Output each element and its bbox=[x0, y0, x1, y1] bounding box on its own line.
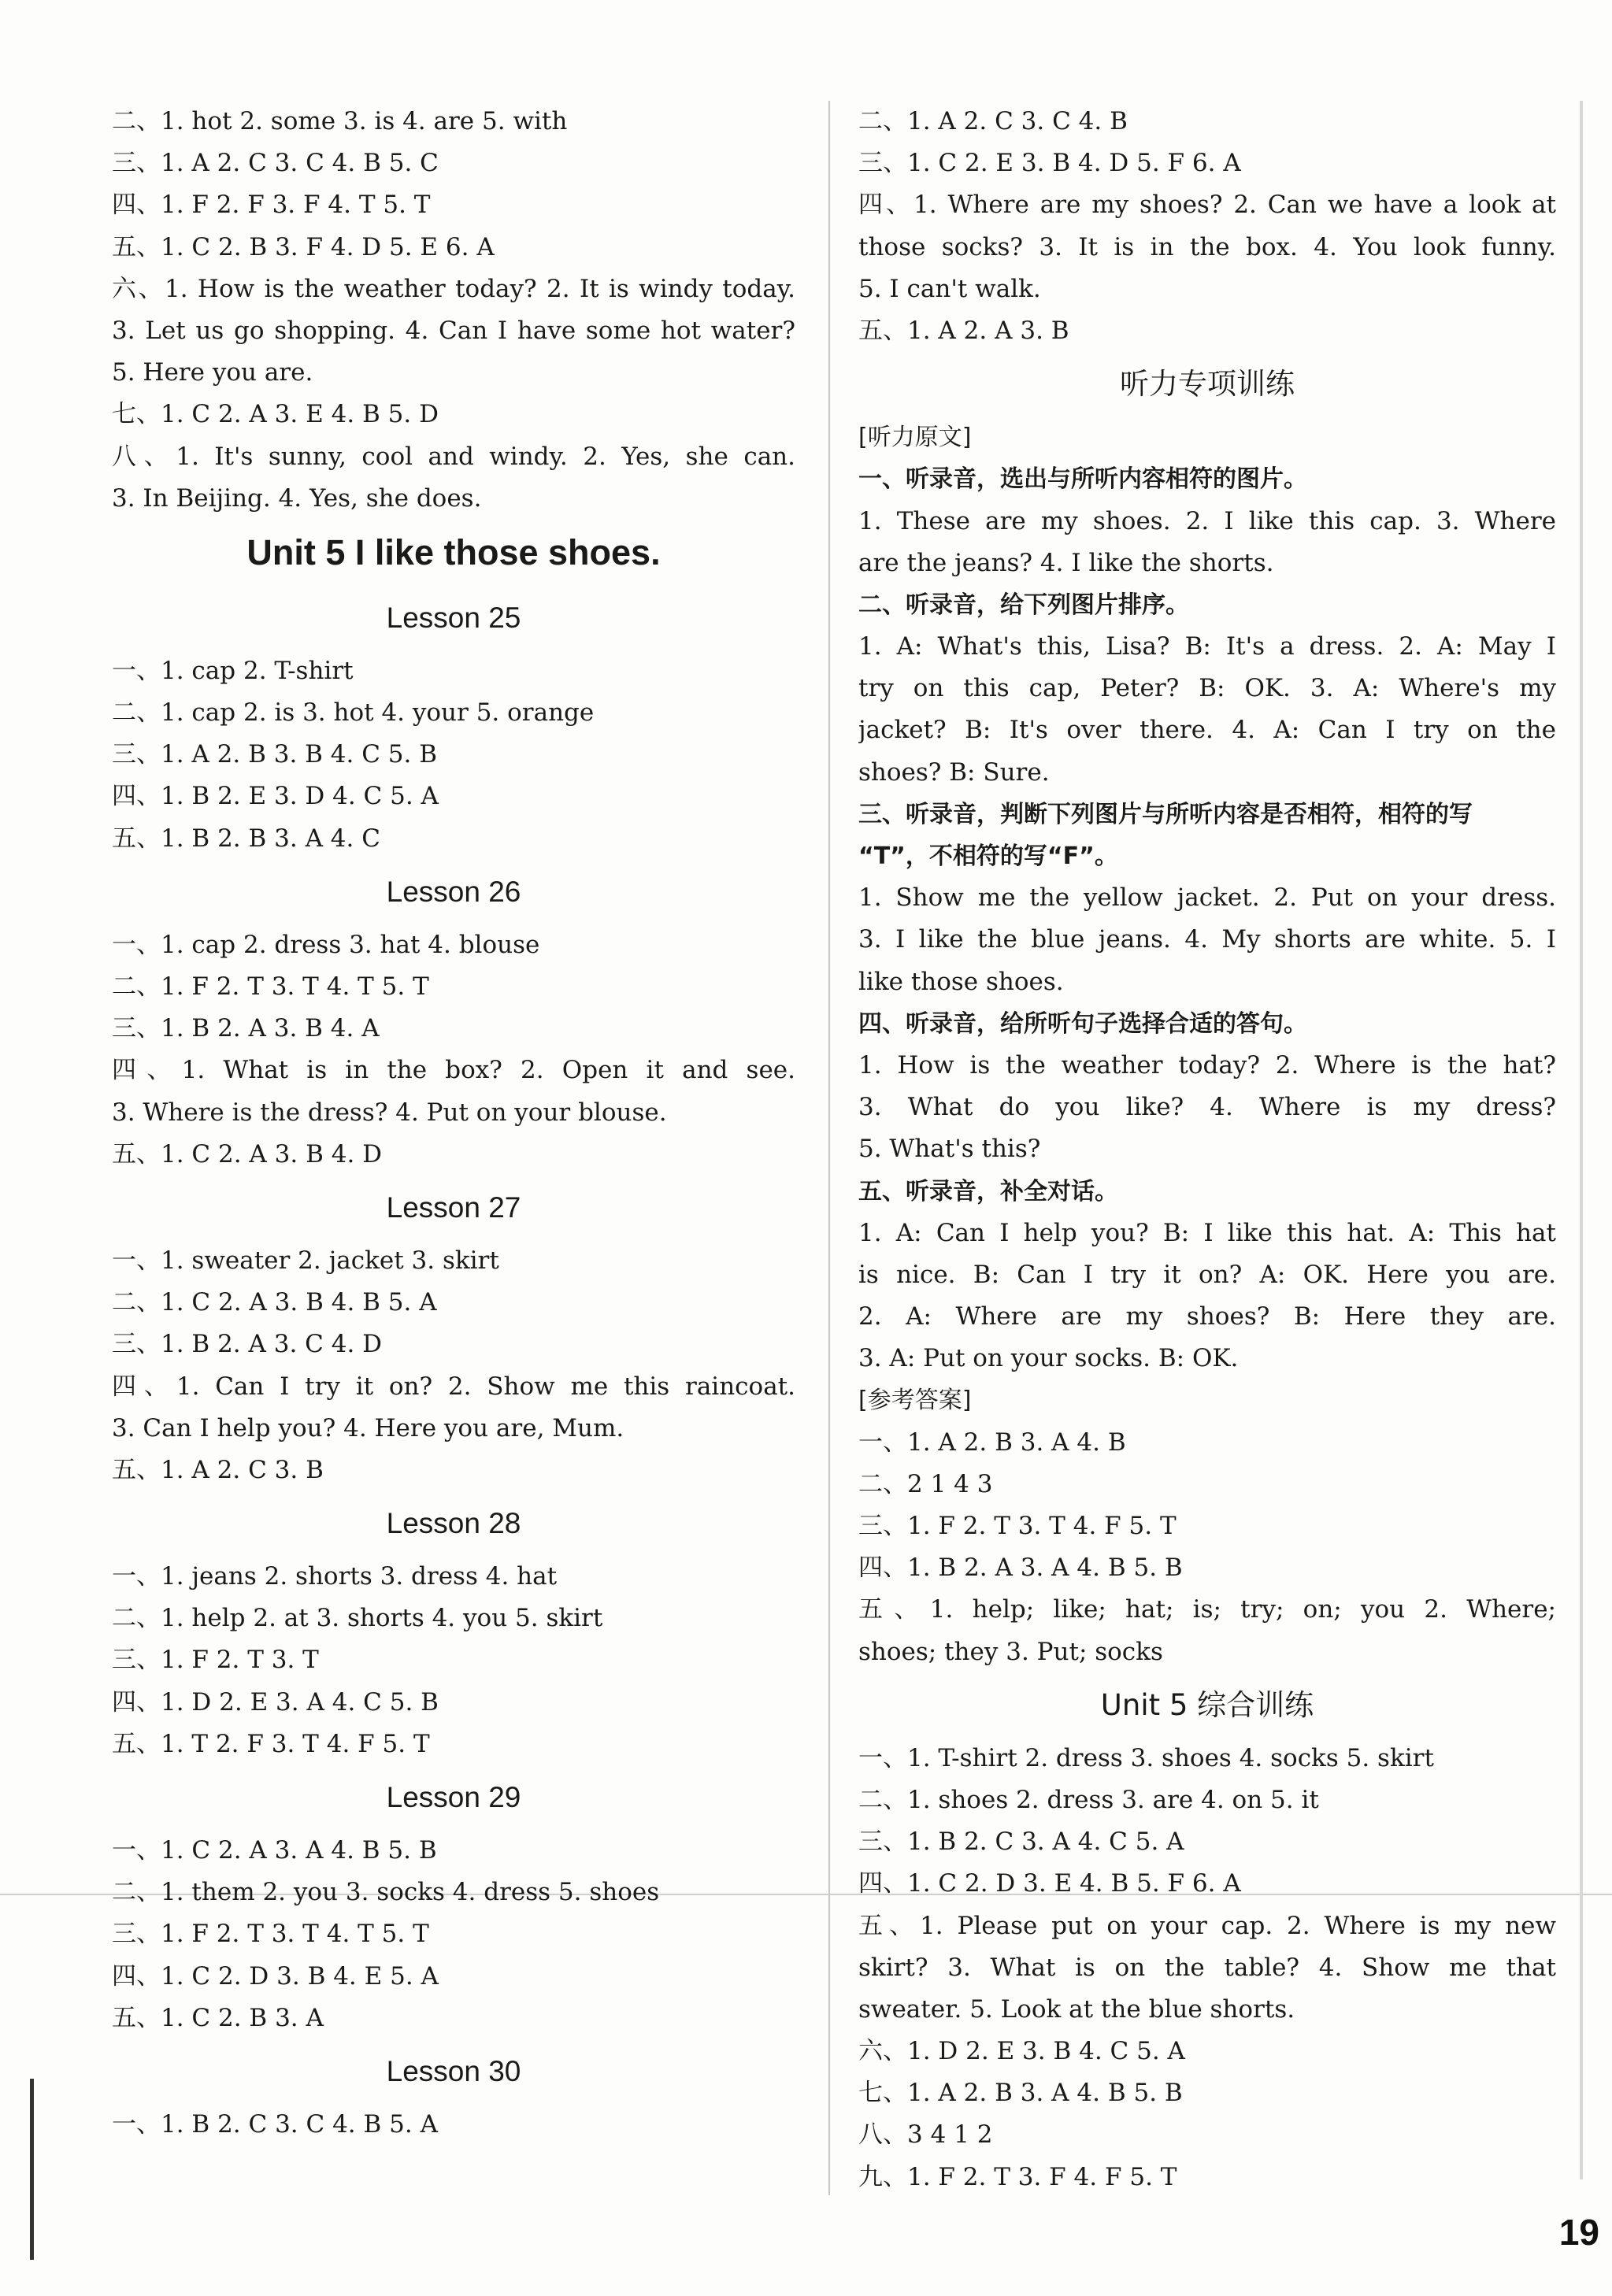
answer-line: 二、1. them 2. you 3. socks 4. dress 5. shoes bbox=[112, 1878, 660, 1907]
answer-line: 3. Let us go shopping. 4. Can I have some hot water? bbox=[112, 316, 795, 345]
question-instruction: “T”，不相符的写“F”。 bbox=[858, 842, 1118, 870]
answer-line: 二、1. C 2. A 3. B 4. B 5. A bbox=[112, 1288, 437, 1317]
answer-line: 1. Show me the yellow jacket. 2. Put on your dress. bbox=[858, 883, 1556, 913]
answer-line: 二、1. A 2. C 3. C 4. B bbox=[858, 107, 1128, 135]
answer-line: 六、1. D 2. E 3. B 4. C 5. A bbox=[858, 2037, 1185, 2066]
answer-line: 1. These are my shoes. 2. I like this cap. 3. Where bbox=[858, 506, 1556, 535]
answer-line: 四、1. What is in the box? 2. Open it and see. bbox=[112, 1056, 795, 1085]
answer-line: 1. A: What's this, Lisa? B: It's a dress. 2. A: May I bbox=[858, 632, 1556, 661]
answer-line: 四、1. C 2. D 3. B 4. E 5. A bbox=[112, 1961, 439, 1990]
answer-line: 一、1. jeans 2. shorts 3. dress 4. hat bbox=[112, 1562, 558, 1591]
answer-line: 四、1. F 2. F 3. F 4. T 5. T bbox=[112, 191, 431, 220]
unit-heading: Unit 5 I like those shoes. bbox=[246, 531, 661, 572]
answer-line: 5. What's this? bbox=[858, 1135, 1041, 1164]
answer-line: 一、1. cap 2. T-shirt bbox=[112, 656, 354, 685]
page-number: 19 bbox=[1558, 2212, 1599, 2253]
answer-line: 3. What do you like? 4. Where is my dress? bbox=[858, 1093, 1556, 1122]
answer-line: 一、1. B 2. C 3. C 4. B 5. A bbox=[112, 2109, 438, 2139]
answer-line: 3. Where is the dress? 4. Put on your blouse. bbox=[112, 1098, 667, 1127]
answer-line: are the jeans? 4. I like the shorts. bbox=[858, 548, 1274, 577]
answer-line: 5. Here you are. bbox=[112, 358, 313, 387]
question-instruction: 四、听录音，给所听句子选择合适的答句。 bbox=[858, 1009, 1307, 1038]
answer-line: 五、1. help; like; hat; is; try; on; you 2. Where; bbox=[858, 1595, 1556, 1624]
answer-line: sweater. 5. Look at the blue shorts. bbox=[858, 1994, 1295, 2024]
lesson-heading: Lesson 27 bbox=[386, 1191, 521, 1224]
answer-line: 五、1. C 2. A 3. B 4. D bbox=[112, 1139, 383, 1168]
lesson-heading: Lesson 28 bbox=[386, 1507, 521, 1540]
answer-line: 七、1. C 2. A 3. E 4. B 5. D bbox=[112, 400, 439, 429]
answer-line: 三、1. C 2. E 3. B 4. D 5. F 6. A bbox=[858, 149, 1241, 178]
section-heading: Unit 5 综合训练 bbox=[1100, 1687, 1314, 1722]
left-column bbox=[112, 101, 795, 2146]
answer-line: 三、1. B 2. A 3. B 4. A bbox=[112, 1014, 380, 1043]
subsection-label: [听力原文] bbox=[858, 424, 972, 452]
answer-line: 三、1. A 2. C 3. C 4. B 5. C bbox=[112, 149, 439, 178]
answer-line: 九、1. F 2. T 3. F 4. F 5. T bbox=[858, 2162, 1177, 2191]
answer-line: jacket? B: It's over there. 4. A: Can I try on the bbox=[858, 716, 1556, 745]
answer-line: 二、2 1 4 3 bbox=[858, 1469, 993, 1498]
answer-line: skirt? 3. What is on the table? 4. Show me that bbox=[858, 1953, 1556, 1982]
answer-line: 1. A: Can I help you? B: I like this hat. A: This hat bbox=[858, 1218, 1556, 1247]
answer-line: 四、1. C 2. D 3. E 4. B 5. F 6. A bbox=[858, 1869, 1241, 1898]
subsection-label: [参考答案] bbox=[858, 1387, 972, 1415]
answer-line: 八、1. It's sunny, cool and windy. 2. Yes, she can. bbox=[112, 442, 795, 471]
answer-line: 四、1. Where are my shoes? 2. Can we have a look at bbox=[858, 191, 1556, 220]
answer-line: 二、1. help 2. at 3. shorts 4. you 5. skirt bbox=[112, 1604, 603, 1633]
answer-line: 五、1. A 2. C 3. B bbox=[112, 1455, 324, 1484]
answer-line: 三、1. F 2. T 3. T 4. T 5. T bbox=[112, 1920, 429, 1949]
answer-line: 五、1. B 2. B 3. A 4. C bbox=[112, 824, 380, 853]
answer-line: 二、1. hot 2. some 3. is 4. are 5. with bbox=[112, 107, 568, 135]
question-instruction: 二、听录音，给下列图片排序。 bbox=[858, 591, 1189, 619]
answer-line: 四、1. B 2. E 3. D 4. C 5. A bbox=[112, 782, 439, 811]
answer-line: 1. How is the weather today? 2. Where is the hat? bbox=[858, 1050, 1556, 1079]
answer-line: 3. I like the blue jeans. 4. My shorts are white. 5. I bbox=[858, 925, 1556, 954]
answer-line: 三、1. F 2. T 3. T 4. F 5. T bbox=[858, 1512, 1177, 1540]
answer-line: 五、1. C 2. B 3. A bbox=[112, 2003, 324, 2032]
answer-line: like those shoes. bbox=[858, 967, 1064, 996]
answer-line: 3. Can I help you? 4. Here you are, Mum. bbox=[112, 1413, 624, 1442]
answer-line: 三、1. F 2. T 3. T bbox=[112, 1646, 319, 1675]
answer-line: those socks? 3. It is in the box. 4. You look funny. bbox=[858, 232, 1556, 261]
binding-edge bbox=[30, 2079, 34, 2260]
answer-line: 四、1. D 2. E 3. A 4. C 5. B bbox=[112, 1687, 439, 1716]
answer-line: 一、1. A 2. B 3. A 4. B bbox=[858, 1428, 1126, 1457]
question-instruction: 一、听录音，选出与所听内容相符的图片。 bbox=[858, 465, 1307, 494]
answer-line: 五、1. A 2. A 3. B bbox=[858, 316, 1069, 345]
lesson-heading: Lesson 26 bbox=[386, 875, 521, 908]
answer-line: 三、1. B 2. A 3. C 4. D bbox=[112, 1330, 383, 1359]
answer-line: 2. A: Where are my shoes? B: Here they are. bbox=[858, 1302, 1556, 1331]
answer-line: 五、1. Please put on your cap. 2. Where is my new bbox=[858, 1911, 1556, 1940]
answer-line: 一、1. cap 2. dress 3. hat 4. blouse bbox=[112, 930, 540, 959]
answer-line: 三、1. B 2. C 3. A 4. C 5. A bbox=[858, 1828, 1184, 1857]
answer-line: 二、1. cap 2. is 3. hot 4. your 5. orange bbox=[112, 698, 595, 728]
answer-line: 二、1. F 2. T 3. T 4. T 5. T bbox=[112, 972, 429, 1001]
answer-line: 五、1. T 2. F 3. T 4. F 5. T bbox=[112, 1729, 430, 1758]
answer-line: 一、1. sweater 2. jacket 3. skirt bbox=[112, 1246, 499, 1275]
answer-line: 二、1. shoes 2. dress 3. are 4. on 5. it bbox=[858, 1785, 1319, 1814]
answer-line: shoes? B: Sure. bbox=[858, 757, 1050, 787]
next-page-edge bbox=[1580, 101, 1583, 2179]
question-instruction: 五、听录音，补全对话。 bbox=[858, 1177, 1118, 1205]
lesson-heading: Lesson 29 bbox=[386, 1781, 521, 1813]
column-divider bbox=[828, 101, 830, 2195]
answer-line: 八、3 4 1 2 bbox=[858, 2120, 993, 2150]
section-heading: 听力专项训练 bbox=[1120, 367, 1295, 402]
lesson-heading: Lesson 25 bbox=[386, 601, 521, 634]
answer-line: 五、1. C 2. B 3. F 4. D 5. E 6. A bbox=[112, 232, 495, 261]
answer-line: 5. I can't walk. bbox=[858, 274, 1041, 303]
answer-line: 四、1. B 2. A 3. A 4. B 5. B bbox=[858, 1554, 1183, 1583]
answer-line: shoes; they 3. Put; socks bbox=[858, 1637, 1163, 1666]
answer-line: 三、1. A 2. B 3. B 4. C 5. B bbox=[112, 740, 438, 769]
right-column bbox=[858, 101, 1556, 2198]
answer-line: is nice. B: Can I try it on? A: OK. Here you are. bbox=[858, 1260, 1556, 1289]
answer-line: 一、1. T-shirt 2. dress 3. shoes 4. socks 5. skirt bbox=[858, 1743, 1434, 1772]
question-instruction: 三、听录音，判断下列图片与所听内容是否相符，相符的写 bbox=[858, 800, 1473, 828]
lesson-heading: Lesson 30 bbox=[386, 2054, 521, 2087]
answer-line: 四、1. Can I try it on? 2. Show me this raincoat. bbox=[112, 1372, 795, 1401]
answer-line: 3. In Beijing. 4. Yes, she does. bbox=[112, 483, 482, 513]
answer-line: 七、1. A 2. B 3. A 4. B 5. B bbox=[858, 2079, 1183, 2108]
answer-line: 六、1. How is the weather today? 2. It is windy today. bbox=[112, 274, 795, 303]
answer-line: 一、1. C 2. A 3. A 4. B 5. B bbox=[112, 1836, 437, 1865]
answer-line: 3. A: Put on your socks. B: OK. bbox=[858, 1344, 1239, 1373]
answer-line: try on this cap, Peter? B: OK. 3. A: Where's my bbox=[858, 674, 1556, 703]
